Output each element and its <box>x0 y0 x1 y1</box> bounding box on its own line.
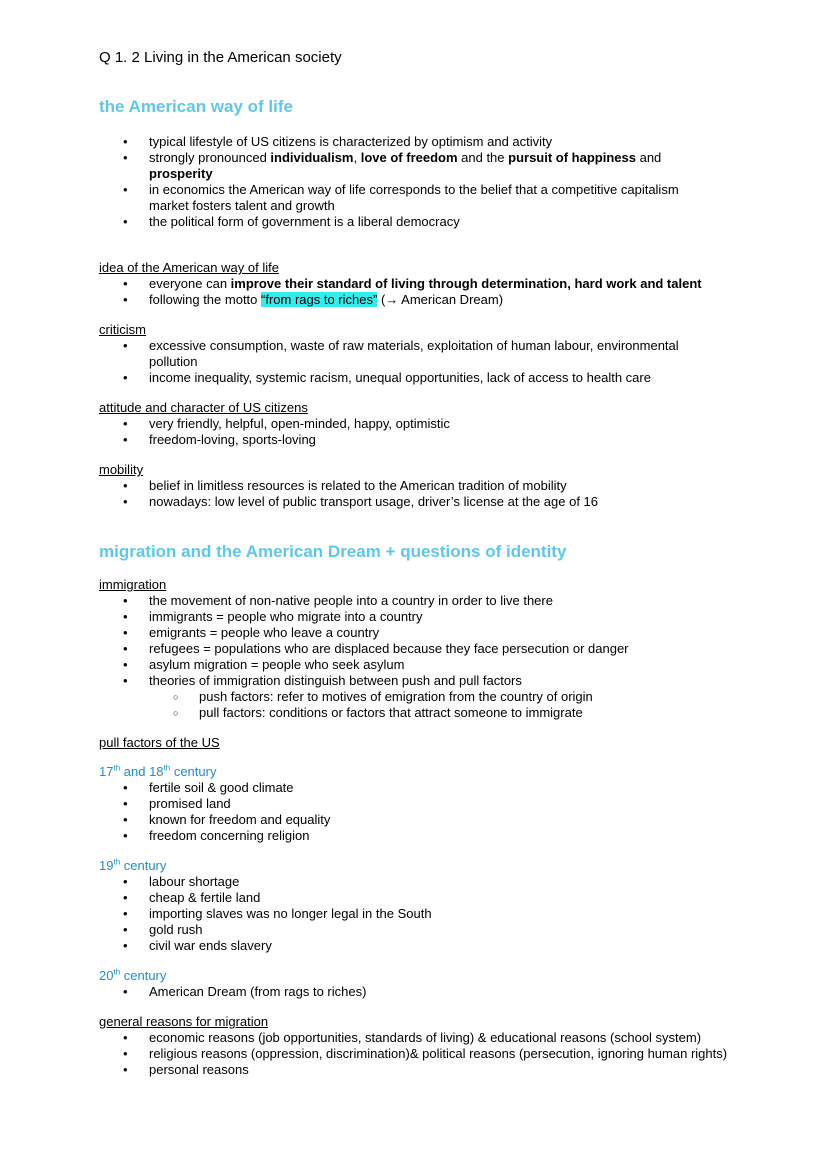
criticism-list <box>99 338 749 386</box>
list-item: • personal reasons <box>99 1062 749 1078</box>
list-item: • religious reasons (oppression, discrimination)& political reasons (persecution, ignoring human rights) <box>99 1046 749 1062</box>
list-item: • emigrants = people who leave a country <box>99 625 749 641</box>
general-reasons-list <box>99 1030 749 1078</box>
list-item: • strongly pronounced individualism, love of freedom and the pursuit of happiness and prosperity <box>99 150 749 182</box>
list-item: • nowadays: low level of public transport usage, driver’s license at the age of 16 <box>99 494 749 510</box>
list-item: • promised land <box>99 796 749 812</box>
push-pull-sublist <box>99 689 749 721</box>
subheading-idea: idea of the American way of life <box>99 260 279 275</box>
list-item: • labour shortage <box>99 874 749 890</box>
list-item: • importing slaves was no longer legal in the South <box>99 906 749 922</box>
list-item: • refugees = populations who are displaced because they face persecution or danger <box>99 641 749 657</box>
subheading-attitude: attitude and character of US citizens <box>99 400 308 415</box>
list-item: • freedom concerning religion <box>99 828 749 844</box>
list-item: • American Dream (from rags to riches) <box>99 984 749 1000</box>
subheading-pull-factors: pull factors of the US <box>99 735 220 750</box>
list-item: • excessive consumption, waste of raw materials, exploitation of human labour, environmental pollution <box>99 338 749 370</box>
list-item: • everyone can improve their standard of living through determination, hard work and talent <box>99 276 749 292</box>
list-item: • gold rush <box>99 922 749 938</box>
list-item: • the political form of government is a liberal democracy <box>99 214 749 230</box>
section-heading-migration: migration and the American Dream + questions of identity <box>99 542 567 561</box>
subheading-immigration: immigration <box>99 577 167 592</box>
pull-list-19 <box>99 874 749 954</box>
list-item: • in economics the American way of life corresponds to the belief that a competitive capitalism market fosters talent and growth <box>99 182 749 214</box>
idea-list <box>99 276 749 308</box>
list-item: ○ push factors: refer to motives of emigration from the country of origin <box>99 689 749 705</box>
century-heading-17-18: 17th and 18th century <box>99 763 217 779</box>
document-page <box>99 48 749 1078</box>
list-item: • freedom-loving, sports-loving <box>99 432 749 448</box>
list-item: • theories of immigration distinguish between push and pull factors <box>99 673 749 689</box>
mobility-list <box>99 478 749 510</box>
list-item: • economic reasons (job opportunities, standards of living) & educational reasons (school system) <box>99 1030 749 1046</box>
list-item: ○ pull factors: conditions or factors that attract someone to immigrate <box>99 705 749 721</box>
list-item: • typical lifestyle of US citizens is characterized by optimism and activity <box>99 134 749 150</box>
highlighted-motto: “from rags to riches” <box>261 292 378 307</box>
list-item: • known for freedom and equality <box>99 812 749 828</box>
attitude-list <box>99 416 749 448</box>
list-item: • income inequality, systemic racism, unequal opportunities, lack of access to health care <box>99 370 749 386</box>
list-item: • asylum migration = people who seek asylum <box>99 657 749 673</box>
section-heading-american-way: the American way of life <box>99 97 293 116</box>
subheading-criticism: criticism <box>99 322 146 337</box>
list-item: • following the motto “from rags to riches” (→ American Dream) <box>99 292 749 308</box>
list-item: • fertile soil & good climate <box>99 780 749 796</box>
american-way-list <box>99 134 749 230</box>
subheading-general-reasons: general reasons for migration <box>99 1014 269 1029</box>
document-title: Q 1. 2 Living in the American society <box>99 49 342 66</box>
list-item: • very friendly, helpful, open-minded, happy, optimistic <box>99 416 749 432</box>
subheading-mobility: mobility <box>99 462 144 477</box>
list-item: • immigrants = people who migrate into a country <box>99 609 749 625</box>
pull-list-20 <box>99 984 749 1000</box>
century-heading-20: 20th century <box>99 967 167 983</box>
list-item: • belief in limitless resources is related to the American tradition of mobility <box>99 478 749 494</box>
immigration-list <box>99 593 749 689</box>
list-item: • the movement of non-native people into a country in order to live there <box>99 593 749 609</box>
century-heading-19: 19th century <box>99 857 167 873</box>
list-item: • cheap & fertile land <box>99 890 749 906</box>
list-item: • civil war ends slavery <box>99 938 749 954</box>
pull-list-17-18 <box>99 780 749 844</box>
